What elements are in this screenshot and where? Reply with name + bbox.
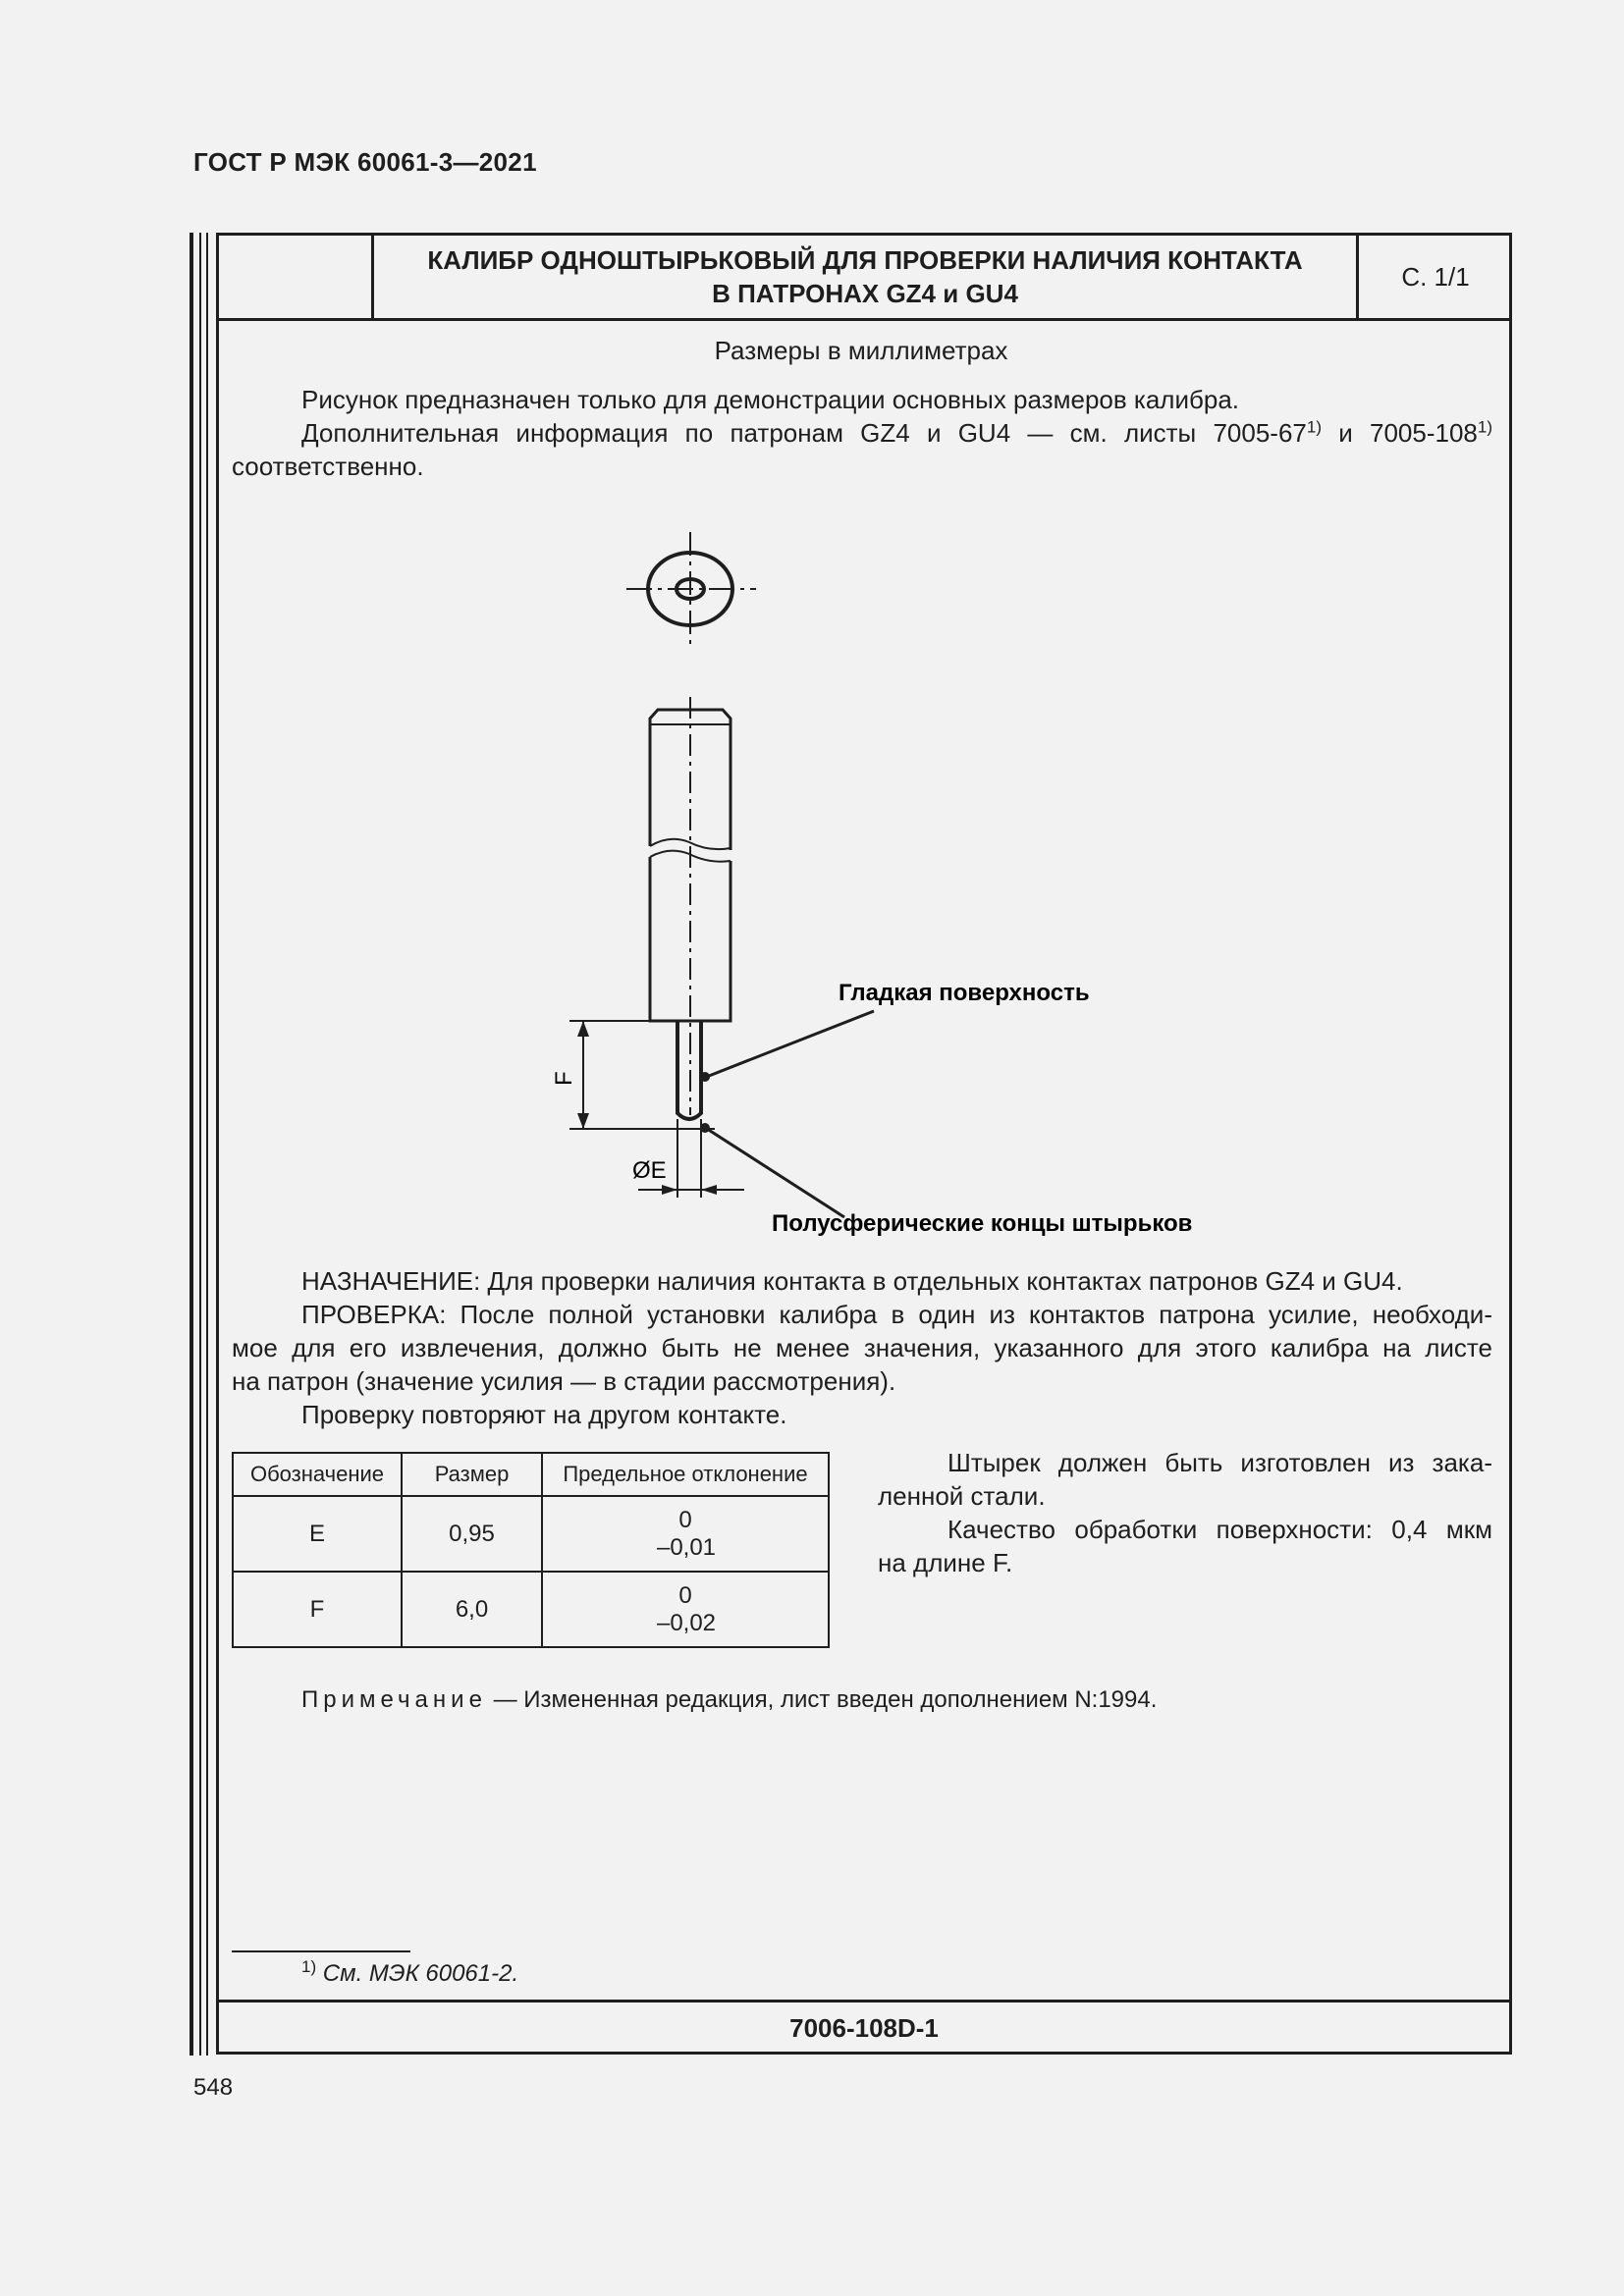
cell-designation: F xyxy=(233,1572,402,1647)
dim-e-label: ØE xyxy=(632,1157,667,1184)
purpose-line-3: мое для его извлечения, должно быть не менее значения, указанного для этого калибра на листе xyxy=(232,1333,1492,1362)
side-text-line-1: Штырек должен быть изготовлен из зака- xyxy=(947,1448,1492,1477)
footnote xyxy=(301,1957,518,1991)
label-smooth-surface: Гладкая поверхность xyxy=(839,980,1090,1006)
label-hemispherical-ends: Полусферические концы штырьков xyxy=(772,1210,1193,1237)
sheet-title-row xyxy=(219,236,1509,321)
sheet-title xyxy=(374,236,1356,318)
binding-line-inner xyxy=(206,233,208,2056)
document-standard-header: ГОСТ Р МЭК 60061-3—2021 xyxy=(193,147,537,177)
cell-designation: E xyxy=(233,1496,402,1572)
cell-deviation xyxy=(542,1496,829,1572)
dim-e-arrow-left xyxy=(662,1185,677,1195)
table-row xyxy=(233,1496,829,1572)
gauge-drawing xyxy=(550,530,1237,1237)
side-text-line-4: на длине F. xyxy=(878,1548,1013,1577)
intro-paragraph-2 xyxy=(301,416,1492,450)
deviation-upper: 0 xyxy=(678,1581,692,1609)
header-deviation: Предельное отклонение xyxy=(542,1453,829,1496)
note-label: Примечание xyxy=(301,1686,487,1713)
binding-line-middle xyxy=(199,233,201,2056)
table-row xyxy=(233,1572,829,1647)
cell-size: 6,0 xyxy=(402,1572,542,1647)
sheet-code: 7006-108D-1 xyxy=(219,2000,1509,2055)
sheet-page-ref: С. 1/1 xyxy=(1356,236,1512,318)
footnote-text: См. МЭК 60061-2. xyxy=(322,1960,519,1987)
dim-e-arrow-right xyxy=(701,1185,717,1195)
title-empty-cell xyxy=(219,236,374,318)
side-text-line-2: ленной стали. xyxy=(878,1481,1046,1511)
purpose-line-2: ПРОВЕРКА: После полной установки калибра в один из контактов патрона усилие, необходи- xyxy=(301,1300,1492,1329)
sheet-title-line2: В ПАТРОНАХ GZ4 и GU4 xyxy=(712,279,1018,308)
table-header-row xyxy=(233,1453,829,1496)
dimension-table xyxy=(232,1452,830,1648)
deviation-lower: –0,02 xyxy=(656,1609,717,1636)
page-number: 548 xyxy=(193,2074,234,2101)
leader-ends xyxy=(704,1127,844,1217)
purpose-line-4: на патрон (значение усилия — в стадии рассмотрения). xyxy=(232,1366,896,1396)
note xyxy=(301,1683,1157,1717)
deviation-lower: –0,01 xyxy=(656,1533,717,1561)
deviation-upper: 0 xyxy=(678,1506,692,1533)
binding-line-outer xyxy=(189,233,193,2056)
dim-f-arrow-top xyxy=(577,1021,589,1037)
cell-size: 0,95 xyxy=(402,1496,542,1572)
side-text-line-3: Качество обработки поверхности: 0,4 мкм xyxy=(947,1515,1492,1544)
dim-f-arrow-bottom xyxy=(577,1113,589,1129)
footnote-separator xyxy=(232,1950,410,1952)
intro-p2-text-a: Дополнительная информация по патронам GZ4 и GU4 — см. листы 7005-67 xyxy=(301,418,1307,448)
intro-p2-text-b: и 7005-108 xyxy=(1322,418,1478,448)
intro-paragraph-1: Рисунок предназначен только для демонстрации основных размеров калибра. xyxy=(301,385,1240,414)
note-text: — Измененная редакция, лист введен дополнением N:1994. xyxy=(486,1686,1158,1713)
intro-paragraph-2-end: соответственно. xyxy=(232,452,424,481)
footnote-ref-2: 1) xyxy=(1477,417,1492,437)
footnote-ref-1: 1) xyxy=(1306,417,1323,437)
dim-f-label: F xyxy=(551,1071,577,1086)
header-designation: Обозначение xyxy=(233,1453,402,1496)
leader-surface-dot xyxy=(700,1072,710,1082)
footnote-mark: 1) xyxy=(301,1957,317,1976)
units-note: Размеры в миллиметрах xyxy=(714,336,1008,365)
header-size: Размер xyxy=(402,1453,542,1496)
cell-deviation xyxy=(542,1572,829,1647)
purpose-line-5: Проверку повторяют на другом контакте. xyxy=(301,1400,787,1429)
leader-ends-dot xyxy=(700,1123,710,1133)
purpose-line-1: НАЗНАЧЕНИЕ: Для проверки наличия контакта в отдельных контактах патронов GZ4 и GU4. xyxy=(301,1266,1403,1296)
sheet-title-line1: КАЛИБР ОДНОШТЫРЬКОВЫЙ ДЛЯ ПРОВЕРКИ НАЛИЧИЯ КОНТАКТА xyxy=(427,245,1303,275)
